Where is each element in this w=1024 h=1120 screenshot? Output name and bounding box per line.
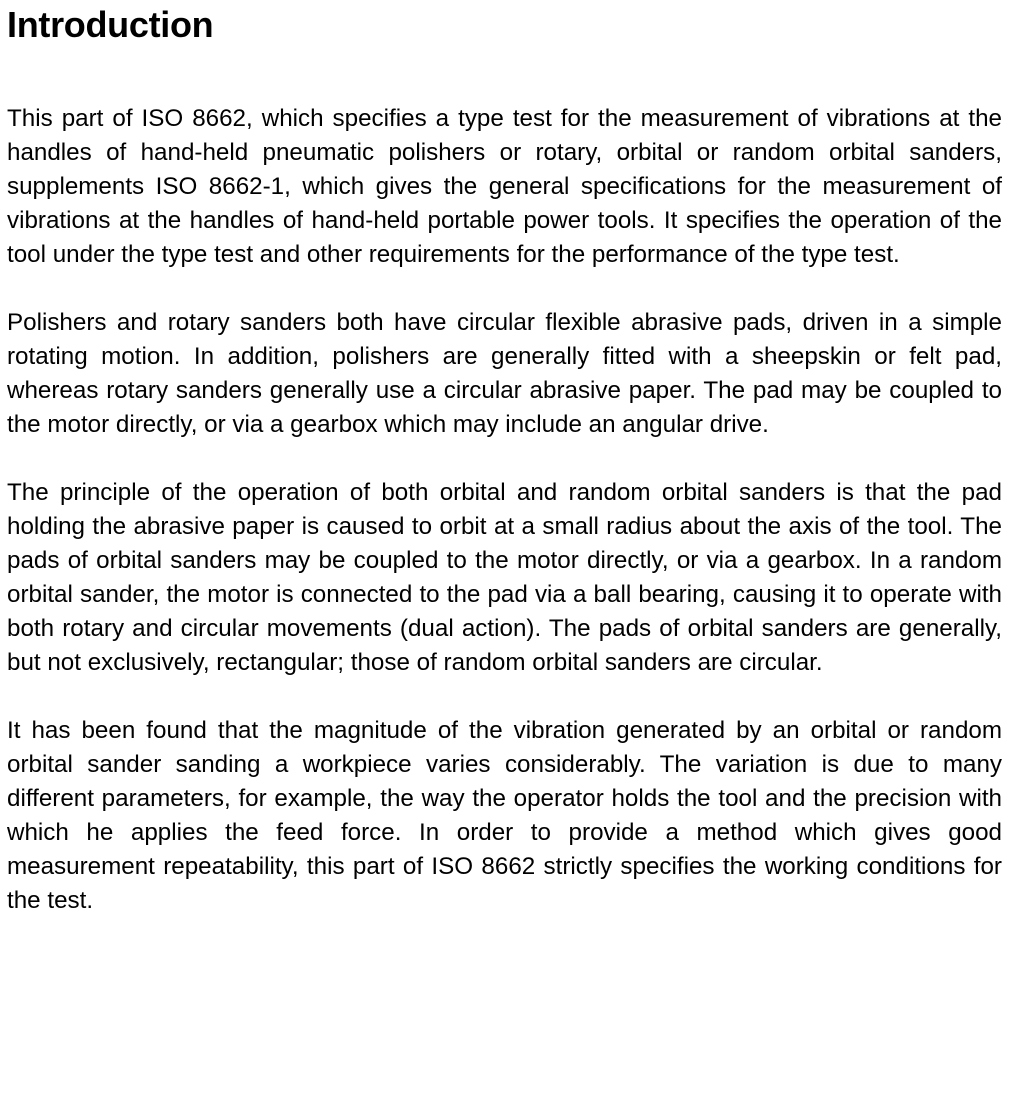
paragraph-scope: This part of ISO 8662, which specifies a type test for the measurement of vibrations at the handles of hand-held pneumatic polishers or rotary, orbital or random orbital sanders, supplements ISO 8662-1, which gives the general specifications for the measurement of vibrations at the handles of hand-held portable power tools. It specifies the operation of the tool under the type test and other requirements for the performance of the type test.: [7, 105, 1002, 268]
section-title: Introduction: [7, 4, 214, 45]
paragraph-vibration-variation: It has been found that the magnitude of the vibration generated by an orbital or random orbital sander sanding a workpiece varies considerably. The variation is due to many different parameters, for example, the way the operator holds the tool and the precision with which he applies the feed force. In order to provide a method which gives good measurement repeatability, this part of ISO 8662 strictly specifies the working conditions for the test.: [7, 717, 1002, 914]
paragraph-orbital-sanders: The principle of the operation of both orbital and random orbital sanders is that the pad holding the abrasive paper is caused to orbit at a small radius about the axis of the tool. The pads of orbital sanders may be coupled to the motor directly, or via a gearbox. In a random orbital sander, the motor is connected to the pad via a ball bearing, causing it to operate with both rotary and circular movements (dual action). The pads of orbital sanders are generally, but not exclusively, rectangular; those of random orbital sanders are circular.: [7, 479, 1002, 676]
paragraph-polishers-rotary-sanders: Polishers and rotary sanders both have circular flexible abrasive pads, driven in a simple rotating motion. In addition, polishers are generally fitted with a sheepskin or felt pad, whereas rotary sanders generally use a circular abrasive paper. The pad may be coupled to the motor directly, or via a gearbox which may include an angular drive.: [7, 309, 1002, 438]
section-body: [7, 102, 1002, 918]
